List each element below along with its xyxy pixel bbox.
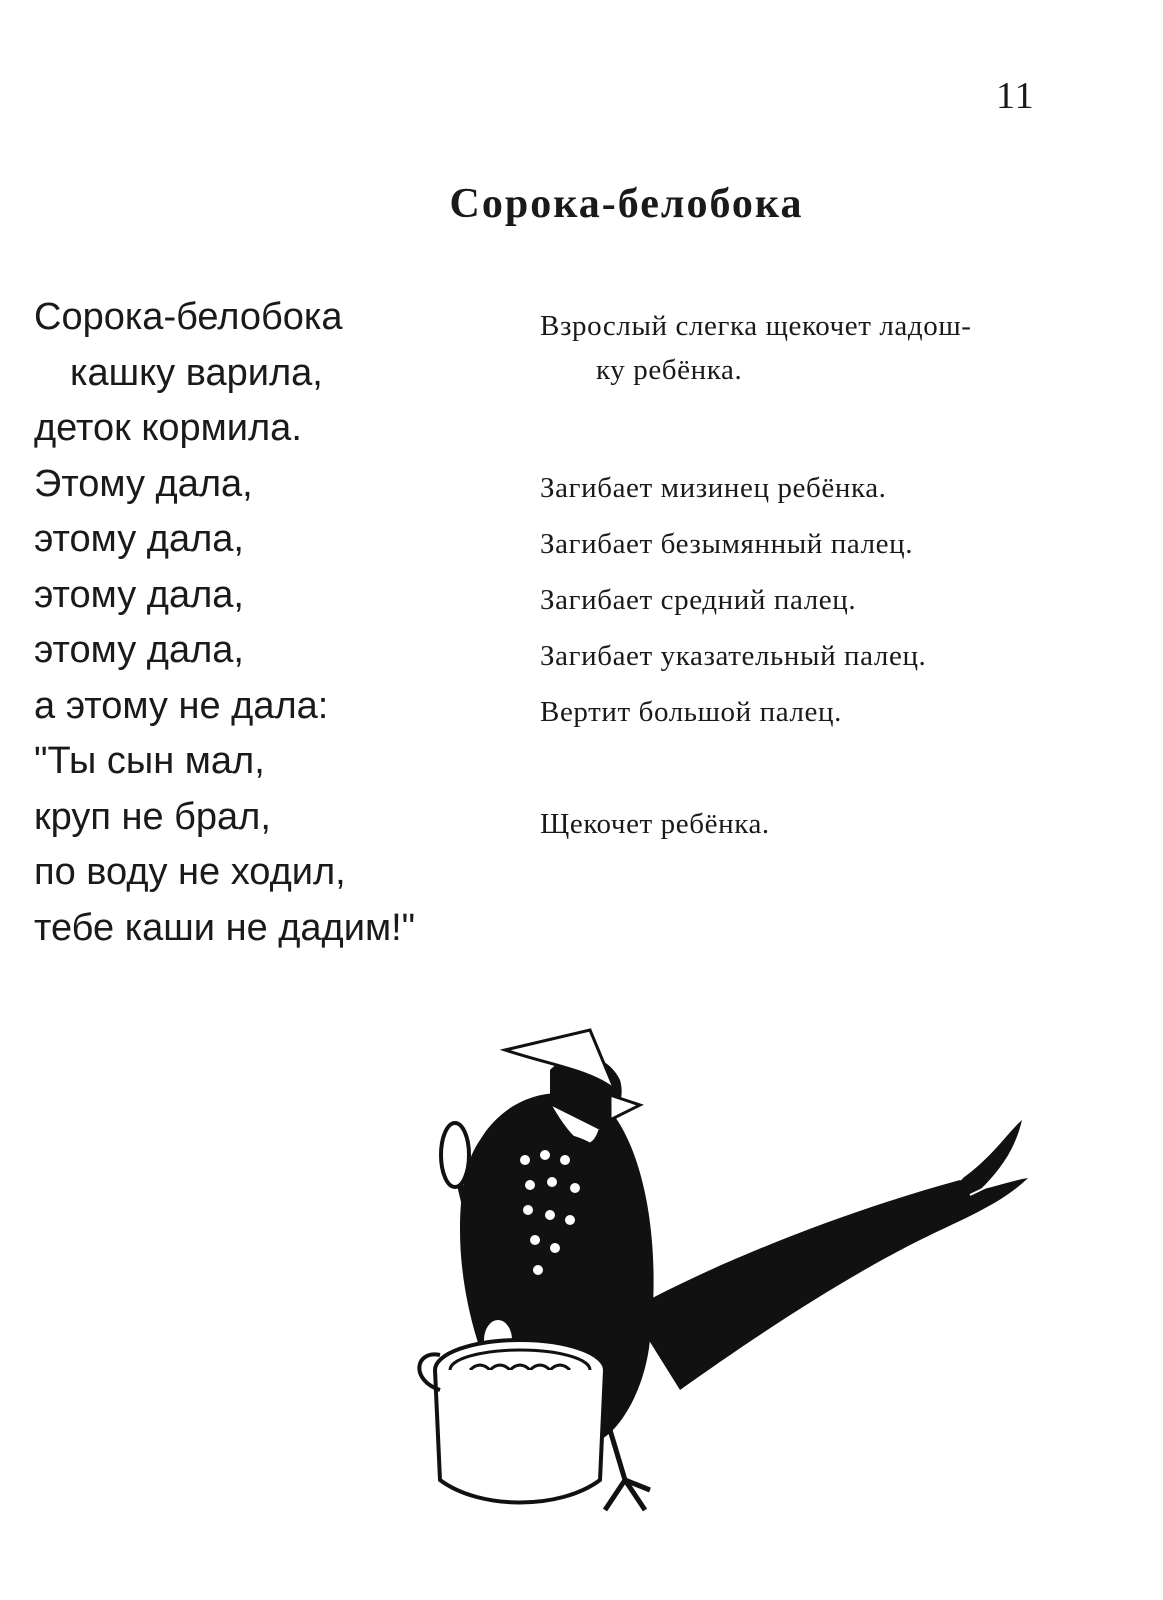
magpie-illustration [400, 1010, 1040, 1575]
page-title: Сорока-белобока [449, 181, 804, 227]
magpie-cooking-porridge-illustration [400, 1010, 1040, 1570]
note-line: Взрослый слегка щекочет ладош- [540, 310, 972, 342]
note-ring-finger: Загибает безымянный палец. [540, 528, 914, 560]
poem-line: деток кормила. [34, 407, 302, 449]
poem-line: по воду не ходил, [34, 851, 346, 893]
poem-line: кашку варила, [70, 351, 323, 394]
note-index-finger: Загибает указательный палец. [540, 640, 927, 672]
poem-line: а этому не дала: [34, 684, 329, 727]
poem-line: этому дала, [34, 629, 244, 671]
note-pinky: Загибает мизинец ребёнка. [540, 472, 887, 504]
poem-line: тебе каши не дадим!" [34, 906, 416, 949]
note-middle-finger: Загибает средний палец. [540, 584, 857, 616]
note-thumb: Вертит большой палец. [540, 696, 842, 728]
page-number: 11 [996, 75, 1035, 117]
poem-line: круп не брал, [34, 795, 271, 838]
poem-line: Этому дала, [34, 462, 253, 505]
poem-line: Сорока-белобока [34, 296, 343, 338]
note-line: ку ребёнка. [596, 354, 743, 386]
poem-line: "Ты сын мал, [34, 740, 265, 782]
poem-line: этому дала, [34, 573, 244, 616]
note-tickle-child: Щекочет ребёнка. [540, 808, 770, 840]
poem-line: этому дала, [34, 518, 244, 560]
poem [34, 290, 504, 956]
note-tickle-palm [540, 304, 972, 392]
